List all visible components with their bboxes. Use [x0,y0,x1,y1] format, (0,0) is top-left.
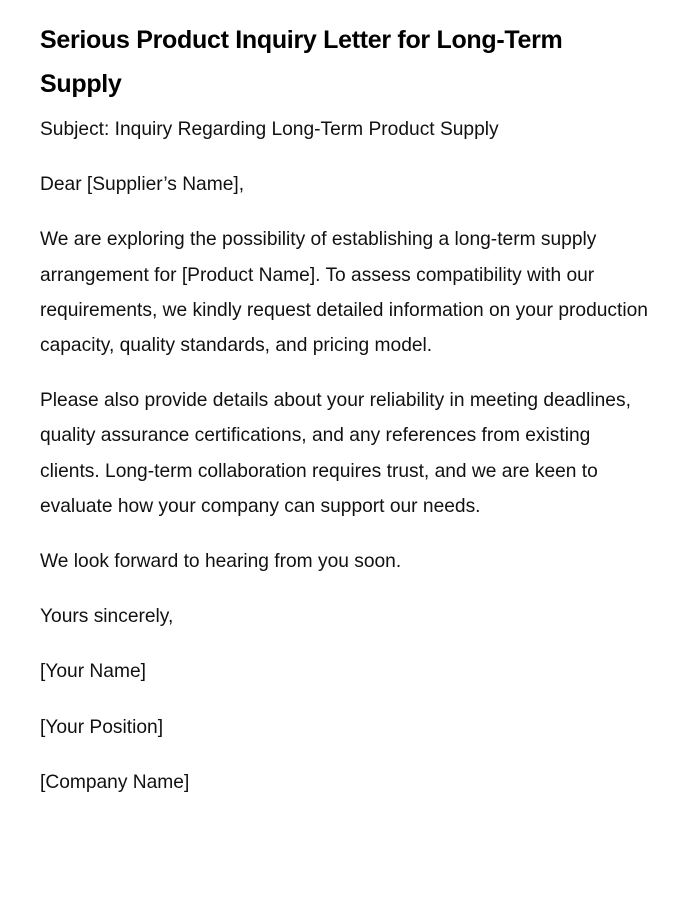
subject-line: Subject: Inquiry Regarding Long-Term Product Supply [40,119,499,140]
body-paragraph-3: We look forward to hearing from you soon. [40,551,402,573]
closing: Yours sincerely, [40,606,174,628]
letter-document [40,18,650,820]
salutation: Dear [Supplier’s Name], [40,174,245,196]
signature-name: [Your Name] [40,661,146,683]
body-paragraph-1: We are exploring the possibility of establishing a long-term supply arrangement for [Product Name]. To assess compatibility with our requirements, we kindly request detailed information on your production capacity, quality standards, and pricing model. [40,229,648,357]
document-title: Serious Product Inquiry Letter for Long-Term Supply [40,26,563,98]
signature-position: [Your Position] [40,716,164,738]
signature-company: [Company Name] [40,771,190,793]
body-paragraph-2: Please also provide details about your reliability in meeting deadlines, quality assurance certifications, and any references from existing clients. Long-term collaboration requires trust, and we are keen to evaluate how your company can support our needs. [40,390,631,517]
